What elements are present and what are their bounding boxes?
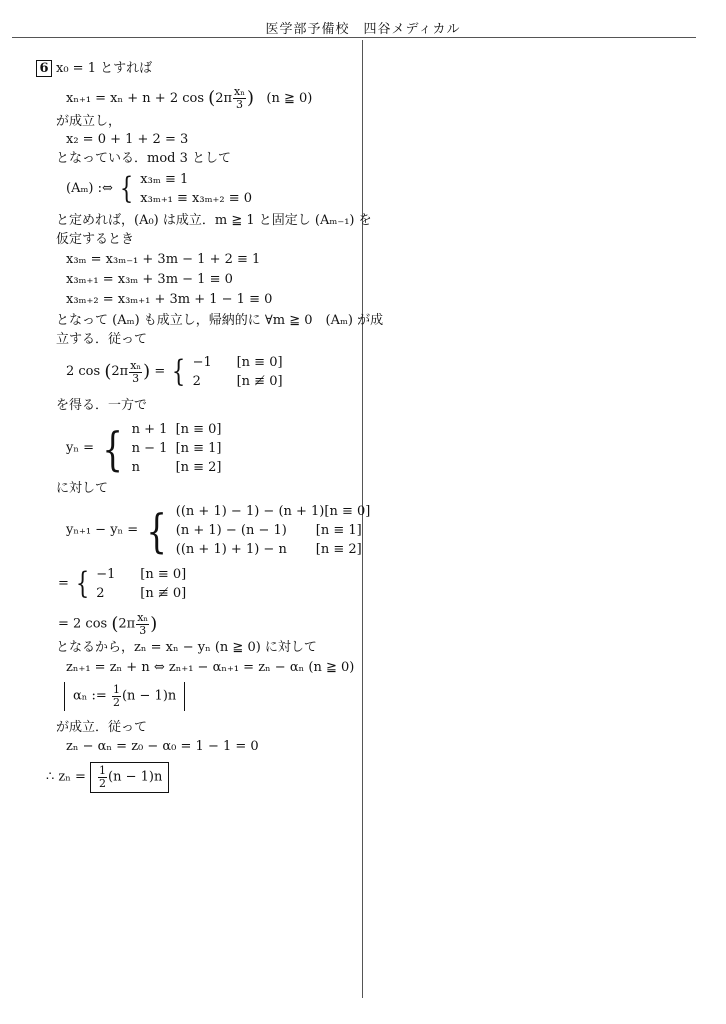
am-case-2: x₃ₘ₊₁ ≡ x₃ₘ₊₂ ≡ 0 xyxy=(140,191,253,206)
am-label: (Aₘ) :⇔ xyxy=(66,181,113,196)
left-brace: { xyxy=(102,421,124,476)
recurrence-line: xₙ₊₁ = xₙ + n + 2 cos (2π $\frac{\text{xₙ}}{3}$ ) (n ≧ 0) xyxy=(66,85,313,111)
left-brace: { xyxy=(75,566,90,601)
induction-eq-3: x₃ₘ₊₂ = x₃ₘ₊₁ + 3m + 1 − 1 ≡ 0 xyxy=(66,292,273,307)
final-answer: ∴ zₙ = $\frac{1}{2}$ (n − 1)n xyxy=(46,762,169,793)
zn-recurrence: zₙ₊₁ = zₙ + n ⇔ zₙ₊₁ − αₙ₊₁ = zₙ − αₙ (n ≧ 0) xyxy=(66,660,355,675)
recurrence-text: xₙ₊₁ = xₙ + n + 2 cos xyxy=(66,91,205,106)
left-brace: { xyxy=(119,171,134,206)
intro-text: x₀ = 1 とすれば xyxy=(56,61,153,76)
text-line-8: 仮定するとき xyxy=(56,232,135,247)
text-line-15: を得る．一方で xyxy=(56,398,148,413)
text-line-21: となるから，zₙ = xₙ − yₙ (n ≧ 0) に対して xyxy=(56,640,317,655)
answer-box: $\frac{1}{2}$ (n − 1)n xyxy=(90,762,169,793)
equals-cos-line: = 2 cos (2π $\frac{\text{xₙ}}{3}$ ) xyxy=(58,611,158,637)
two-pi: 2π xyxy=(215,91,233,106)
left-brace: { xyxy=(172,354,186,389)
x2-value-line: x₂ = 0 + 1 + 2 = 3 xyxy=(66,132,189,147)
induction-eq-1: x₃ₘ = x₃ₘ₋₁ + 3m − 1 + 2 ≡ 1 xyxy=(66,252,261,267)
text-line-13: 立する．従って xyxy=(56,332,148,347)
text-line-12: となって (Aₘ) も成立し，帰納的に ∀m ≧ 0 (Aₘ) が成 xyxy=(56,313,384,328)
alpha-bracket: αₙ := $\frac{1}{2}$ (n − 1)n xyxy=(64,682,185,711)
am-case-1: x₃ₘ ≡ 1 xyxy=(140,172,189,187)
fraction-xn-3: $\frac{\text{xₙ}}{3}$ xyxy=(234,85,245,111)
page-header: 医学部予備校 四谷メディカル xyxy=(265,22,461,37)
fraction-xn-3: $\frac{\text{xₙ}}{3}$ xyxy=(130,358,142,385)
cos-case-list: −1 [n ≡ 0] 2 [n ≢ 0] xyxy=(192,355,283,389)
yn-definition: yₙ = { n + 1 [n ≡ 0] n − 1 [n ≡ 1] n [n ≡ 2] xyxy=(66,421,222,476)
equals-cases: = { −1 [n ≡ 0] 2 [n ≢ 0] xyxy=(58,566,187,601)
difference-cases: yₙ₊₁ − yₙ = { ((n + 1) − 1) − (n + 1)[n ≡ 0] (n + 1) − (n − 1) [n ≡ 1] ((n + 1) + 1) − n [n ≡ 2] xyxy=(66,503,371,558)
equals-case-list: −1 [n ≡ 0] 2 [n ≢ 0] xyxy=(96,567,187,601)
header-rule xyxy=(12,37,696,38)
text-line-7: と定めれば，(A₀) は成立．m ≧ 1 と固定し (Aₘ₋₁) を xyxy=(56,213,372,228)
yn-cases: n + 1 [n ≡ 0] n − 1 [n ≡ 1] n [n ≡ 2] xyxy=(131,422,222,475)
left-brace: { xyxy=(146,503,168,558)
fraction-xn-3: $\frac{\text{xₙ}}{3}$ xyxy=(137,611,149,637)
text-line-3: が成立し， xyxy=(56,114,122,129)
intro-line xyxy=(36,60,152,77)
text-line-24: が成立．従って xyxy=(56,720,148,735)
alpha-definition xyxy=(64,682,185,711)
problem-number: 6 xyxy=(36,60,52,77)
cos-label: 2 cos xyxy=(66,364,101,379)
recurrence-condition: (n ≧ 0) xyxy=(266,91,313,106)
zn-alpha-line: zₙ − αₙ = z₀ − α₀ = 1 − 1 = 0 xyxy=(66,739,259,754)
text-line-17: に対して xyxy=(56,481,109,496)
text-line-5: となっている．mod 3 として xyxy=(56,151,232,166)
induction-eq-2: x₃ₘ₊₁ = x₃ₘ + 3m − 1 ≡ 0 xyxy=(66,272,233,287)
am-cases xyxy=(140,170,252,208)
am-definition xyxy=(66,170,252,208)
cos-cases: 2 cos (2π $\frac{\text{xₙ}}{3}$ ) = { −1 [n ≡ 0] 2 [n ≢ 0] xyxy=(66,354,283,389)
difference-case-list: ((n + 1) − 1) − (n + 1)[n ≡ 0] (n + 1) − (n − 1) [n ≡ 1] ((n + 1) + 1) − n [n ≡ 2] xyxy=(175,504,371,557)
